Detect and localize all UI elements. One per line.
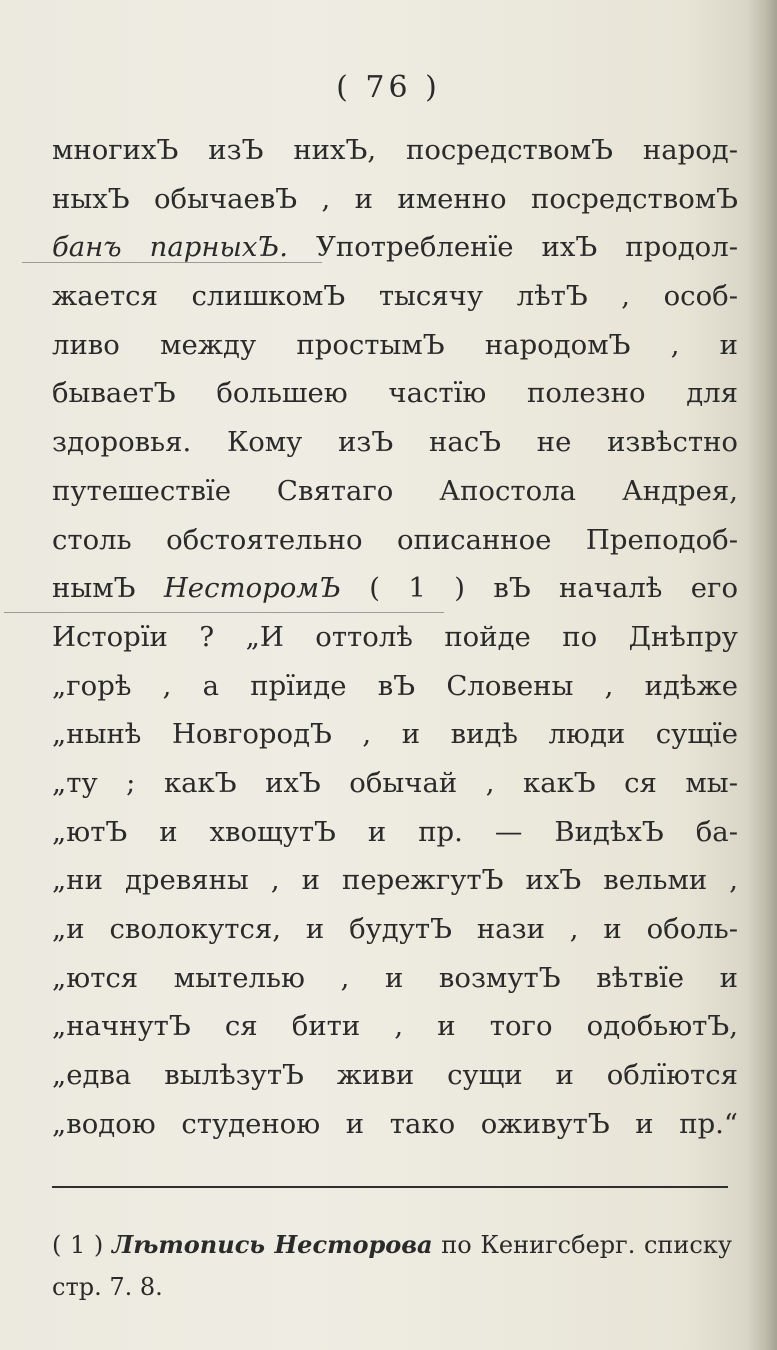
text-line: „ни древяны , и пережгутЪ ихЪ вельми , [52,864,738,897]
text-line: бываетЪ большею частїю полезно для [52,377,738,410]
text-line: ливо между простымЪ народомЪ , и [52,328,738,361]
body-text [52,126,738,1148]
text-line: Исторїи ? „И оттолѣ пойде по Днѣпру [52,620,738,653]
text-line: банъ парныхЪ. Употребленїе ихЪ продол- [52,231,738,264]
text-line: „ту ; какЪ ихЪ обычай , какЪ ся мы- [52,766,738,799]
footnote-source-title: Лѣтопись Несторова [111,1230,433,1259]
text-line: „горѣ , а прїиде вЪ Словены , идѣже [52,669,738,702]
footnote-page-ref: стр. 7. 8. [52,1273,163,1301]
page-gutter-shadow [747,0,777,1350]
pencil-underline-mark [22,262,322,263]
text-line: „ютЪ и хвощутЪ и пр. — ВидѣхЪ ба- [52,815,738,848]
text-line: здоровья. Кому изЪ насЪ не извѣстно [52,426,738,459]
text-line: „нынѣ НовгородЪ , и видѣ люди сущїе [52,718,738,751]
text-line: многихЪ изЪ нихЪ, посредствомЪ народ- [52,134,738,166]
footnote-line [52,1223,732,1266]
text-line: „начнутЪ ся бити , и того одобьютЪ, [52,1010,738,1043]
footnote [52,1223,732,1309]
text-line: жается слишкомЪ тысячу лѣтЪ , особ- [52,280,738,313]
footnote-source-detail: по Кенигсберг. списку [441,1231,732,1259]
text-line: столь обстоятельно описанное Преподоб- [52,523,738,556]
text-line: „ются мытелью , и возмутЪ вѣтвїе и [52,961,738,994]
text-line: „водою студеною и тако оживутЪ и пр.“ [52,1107,738,1140]
page-number: ( 76 ) [336,70,441,105]
text-line: „и сволокутся, и будутЪ нази , и оболь- [52,913,738,945]
text-line: нымЪ НесторомЪ ( 1 ) вЪ началѣ его [52,572,738,605]
footnote-marker: ( 1 ) [52,1231,104,1259]
text-line: ныхЪ обычаевЪ , и именно посредствомЪ [52,182,738,215]
italic-term: банъ парныхЪ. [52,231,288,264]
text-line: путешествїе Святаго Апостола Андрея, [52,474,738,507]
pencil-underline-mark [4,612,444,613]
italic-name: НесторомЪ [163,572,341,605]
text-line: „едва вылѣзутЪ живи сущи и облїются [52,1059,738,1092]
footnote-divider [52,1186,728,1188]
